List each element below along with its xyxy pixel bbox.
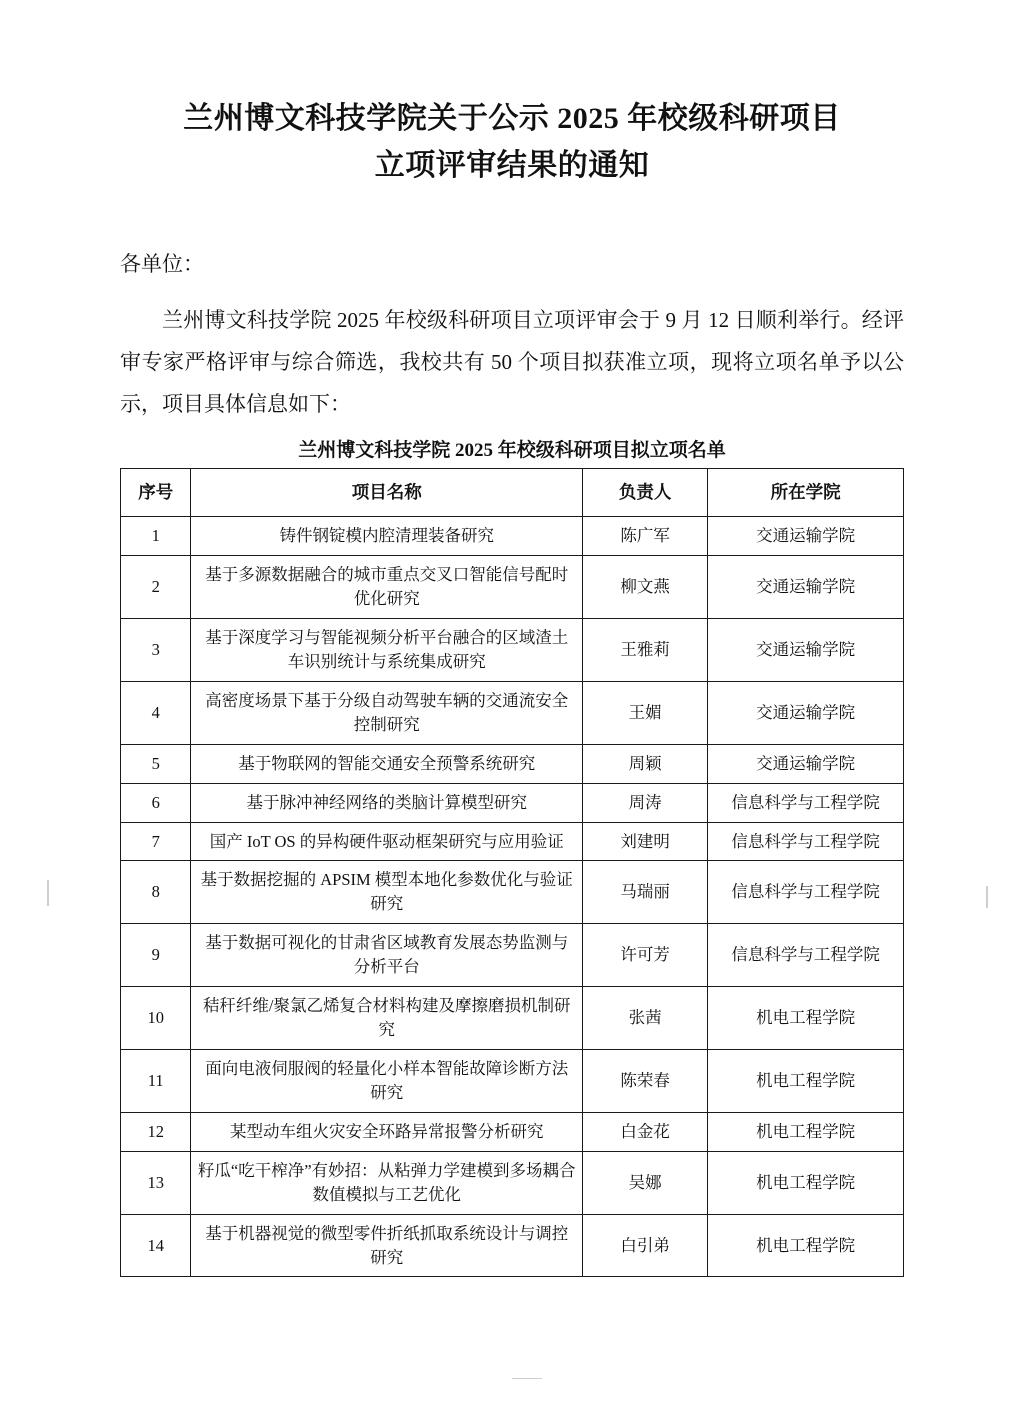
scan-artifact-right	[986, 886, 988, 908]
table-row	[121, 744, 904, 783]
table-row	[121, 556, 904, 619]
project-table	[120, 468, 904, 1278]
cell-index: 7	[121, 822, 191, 861]
cell-leader: 刘建明	[582, 822, 707, 861]
cell-college: 信息科学与工程学院	[708, 822, 904, 861]
cell-project-name: 基于数据挖掘的 APSIM 模型本地化参数优化与验证研究	[191, 861, 583, 924]
cell-college: 交通运输学院	[708, 681, 904, 744]
table-row	[121, 924, 904, 987]
cell-college: 交通运输学院	[708, 556, 904, 619]
cell-leader: 张茜	[582, 987, 707, 1050]
cell-index: 8	[121, 861, 191, 924]
cell-college: 交通运输学院	[708, 517, 904, 556]
cell-index: 3	[121, 619, 191, 682]
cell-index: 2	[121, 556, 191, 619]
table-row	[121, 1050, 904, 1113]
cell-college: 信息科学与工程学院	[708, 924, 904, 987]
cell-college: 信息科学与工程学院	[708, 861, 904, 924]
table-row	[121, 822, 904, 861]
cell-project-name: 基于物联网的智能交通安全预警系统研究	[191, 744, 583, 783]
cell-leader: 陈荣春	[582, 1050, 707, 1113]
cell-college: 交通运输学院	[708, 619, 904, 682]
cell-leader: 王雅莉	[582, 619, 707, 682]
title-line-2: 立项评审结果的通知	[374, 148, 650, 182]
cell-leader: 周涛	[582, 783, 707, 822]
scan-artifact-bottom	[512, 1378, 542, 1379]
cell-project-name: 基于深度学习与智能视频分析平台融合的区域渣土车识别统计与系统集成研究	[191, 619, 583, 682]
cell-leader: 白引弟	[582, 1214, 707, 1277]
table-row	[121, 1151, 904, 1214]
cell-project-name: 籽瓜“吃干榨净”有妙招：从粘弹力学建模到多场耦合数值模拟与工艺优化	[191, 1151, 583, 1214]
cell-project-name: 面向电液伺服阀的轻量化小样本智能故障诊断方法研究	[191, 1050, 583, 1113]
cell-college: 交通运输学院	[708, 744, 904, 783]
cell-leader: 吴娜	[582, 1151, 707, 1214]
cell-project-name: 铸件钢锭模内腔清理装备研究	[191, 517, 583, 556]
table-row	[121, 517, 904, 556]
cell-index: 13	[121, 1151, 191, 1214]
column-header-college: 所在学院	[708, 468, 904, 516]
body-paragraph-1: 兰州博文科技学院 2025 年校级科研项目立项评审会于 9 月 12 日顺利举行。经评审专家严格评审与综合筛选，我校共有 50 个项目拟获准立项，现将立项名单予以公示，项目具体信息如下：	[120, 307, 904, 416]
cell-leader: 许可芳	[582, 924, 707, 987]
cell-college: 机电工程学院	[708, 987, 904, 1050]
cell-college: 信息科学与工程学院	[708, 783, 904, 822]
cell-project-name: 国产 IoT OS 的异构硬件驱动框架研究与应用验证	[191, 822, 583, 861]
cell-project-name: 高密度场景下基于分级自动驾驶车辆的交通流安全控制研究	[191, 681, 583, 744]
cell-project-name: 基于多源数据融合的城市重点交叉口智能信号配时优化研究	[191, 556, 583, 619]
cell-index: 10	[121, 987, 191, 1050]
title-line-1: 兰州博文科技学院关于公示 2025 年校级科研项目	[183, 102, 841, 135]
table-row	[121, 861, 904, 924]
cell-index: 9	[121, 924, 191, 987]
scan-artifact-left	[47, 880, 49, 906]
cell-leader: 马瑞丽	[582, 861, 707, 924]
cell-leader: 王媚	[582, 681, 707, 744]
cell-project-name: 基于数据可视化的甘肃省区域教育发展态势监测与分析平台	[191, 924, 583, 987]
cell-index: 6	[121, 783, 191, 822]
table-row	[121, 1214, 904, 1277]
table-caption: 兰州博文科技学院 2025 年校级科研项目拟立项名单	[298, 439, 726, 461]
cell-index: 11	[121, 1050, 191, 1113]
cell-leader: 周颖	[582, 744, 707, 783]
table-row	[121, 987, 904, 1050]
table-row	[121, 1112, 904, 1151]
column-header-project-name: 项目名称	[191, 468, 583, 516]
cell-leader: 白金花	[582, 1112, 707, 1151]
cell-project-name: 基于脉冲神经网络的类脑计算模型研究	[191, 783, 583, 822]
cell-index: 12	[121, 1112, 191, 1151]
cell-project-name: 基于机器视觉的微型零件折纸抓取系统设计与调控研究	[191, 1214, 583, 1277]
cell-college: 机电工程学院	[708, 1050, 904, 1113]
cell-index: 4	[121, 681, 191, 744]
cell-index: 14	[121, 1214, 191, 1277]
cell-index: 5	[121, 744, 191, 783]
cell-college: 机电工程学院	[708, 1151, 904, 1214]
table-row	[121, 619, 904, 682]
cell-project-name: 某型动车组火灾安全环路异常报警分析研究	[191, 1112, 583, 1151]
cell-college: 机电工程学院	[708, 1214, 904, 1277]
salutation: 各单位：	[120, 252, 204, 276]
cell-college: 机电工程学院	[708, 1112, 904, 1151]
column-header-index: 序号	[121, 468, 191, 516]
table-row	[121, 783, 904, 822]
cell-project-name: 秸秆纤维/聚氯乙烯复合材料构建及摩擦磨损机制研究	[191, 987, 583, 1050]
column-header-leader: 负责人	[582, 468, 707, 516]
cell-leader: 柳文燕	[582, 556, 707, 619]
cell-index: 1	[121, 517, 191, 556]
table-header-row	[121, 468, 904, 516]
page-title	[120, 96, 904, 189]
cell-leader: 陈广军	[582, 517, 707, 556]
table-row	[121, 681, 904, 744]
